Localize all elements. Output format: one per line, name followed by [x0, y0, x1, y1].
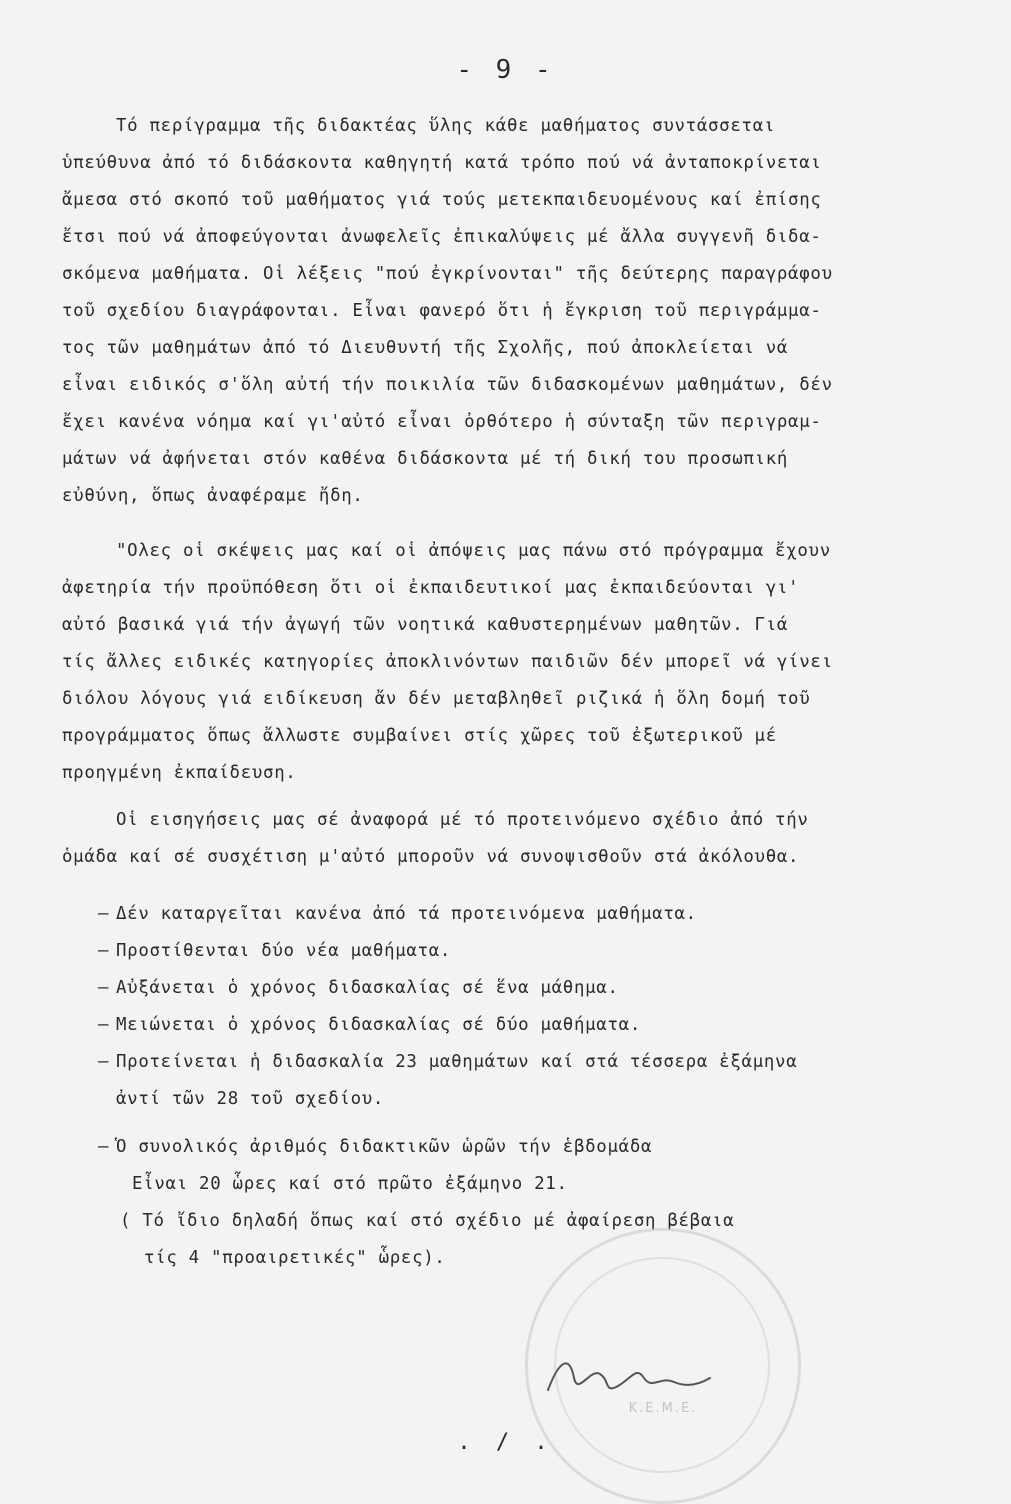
text-line: ἔχει κανένα νόημα καί γι'αὐτό εἶναι ὀρθότερο ἡ σύνταξη τῶν περιγραμ-: [62, 412, 822, 432]
text-line: Τό περίγραμμα τῆς διδακτέας ὕλης κάθε μαθήματος συντάσσεται: [116, 116, 776, 136]
text-line: αὐτό βασικά γιά τήν ἀγωγή τῶν νοητικά καθυστερημένων μαθητῶν. Γιά: [62, 615, 789, 635]
stamp-text: Κ.Ε.Μ.Ε.: [628, 1401, 698, 1416]
text-line: μάτων νά ἀφήνεται στόν καθένα διδάσκοντα μέ τή δική του προσωπική: [62, 449, 789, 469]
text-line: ἔτσι πού νά ἀποφεύγονται ἀνωφελεῖς ἐπικαλύψεις μέ ἄλλα συγγενῆ διδα-: [62, 227, 822, 247]
text-line: ὁμάδα καί σέ συσχέτιση μ'αὐτό μποροῦν νά συνοψισθοῦν στά ἀκόλουθα.: [62, 847, 800, 867]
dash-marker: –: [98, 904, 110, 924]
text-line: τίς ἄλλες ειδικές κατηγορίες ἀποκλινόντων παιδιῶν δέν μπορεῖ νά γίνει: [62, 652, 833, 672]
text-line: τοῦ σχεδίου διαγράφονται. Εἶναι φανερό ὅτι ἡ ἔγκριση τοῦ περιγράμμα-: [62, 301, 822, 321]
text-line: εἶναι ειδικός σ'ὅλη αὐτή τήν ποικιλία τῶν διδασκομένων μαθημάτων, δέν: [62, 375, 833, 395]
text-line: σκόμενα μαθήματα. Οἱ λέξεις "πού ἐγκρίνονται" τῆς δεύτερης παραγράφου: [62, 264, 833, 284]
handwritten-signature: [540, 1348, 720, 1408]
list-item-continuation: ( Τό ἴδιο δηλαδή ὅπως καί στό σχέδιο μέ ἀφαίρεση βέβαια: [120, 1211, 735, 1231]
list-item-continuation: τίς 4 "προαιρετικές" ὧρες).: [144, 1248, 446, 1268]
page-number: - 9 -: [456, 55, 555, 85]
text-line: τος τῶν μαθημάτων ἀπό τό Διευθυντή τῆς Σχολῆς, πού ἀποκλείεται νά: [62, 338, 789, 358]
text-line: διόλου λόγους γιά ειδίκευση ἄν δέν μεταβληθεῖ ριζικά ἡ ὅλη δομή τοῦ: [62, 689, 811, 709]
dash-marker: –: [98, 1137, 110, 1157]
text-line: ἀφετηρία τήν προϋπόθεση ὅτι οἱ ἐκπαιδευτικοί μας ἐκπαιδεύονται γι': [62, 578, 800, 598]
list-item-text: Δέν καταργεῖται κανένα ἀπό τά προτεινόμενα μαθήματα.: [116, 904, 697, 924]
dash-marker: –: [98, 941, 110, 961]
end-mark: . / .: [457, 1430, 554, 1455]
list-item-text: Προστίθενται δύο νέα μαθήματα.: [116, 941, 452, 961]
text-line: ἄμεσα στό σκοπό τοῦ μαθήματος γιά τούς μετεκπαιδευομένους καί ἐπίσης: [62, 190, 822, 210]
list-item-text: Προτείνεται ἡ διδασκαλία 23 μαθημάτων καί στά τέσσερα ἐξάμηνα: [116, 1052, 798, 1072]
text-line: Οἱ εισηγήσεις μας σέ ἀναφορά μέ τό προτεινόμενο σχέδιο ἀπό τήν: [116, 810, 809, 830]
text-line: εὐθύνη, ὅπως ἀναφέραμε ἤδη.: [62, 486, 364, 506]
text-line: προγράμματος ὅπως ἄλλωστε συμβαίνει στίς χῶρες τοῦ ἐξωτερικοῦ μέ: [62, 726, 777, 746]
dash-marker: –: [98, 1052, 110, 1072]
list-item-text: Αὐξάνεται ὁ χρόνος διδασκαλίας σέ ἕνα μάθημα.: [116, 978, 619, 998]
list-item-continuation: Εἶναι 20 ὧρες καί στό πρῶτο ἐξάμηνο 21.: [132, 1174, 568, 1194]
text-line: ὑπεύθυνα ἀπό τό διδάσκοντα καθηγητή κατά τρόπο πού νά ἀνταποκρίνεται: [62, 153, 822, 173]
list-item-text: Μειώνεται ὁ χρόνος διδασκαλίας σέ δύο μαθήματα.: [116, 1015, 641, 1035]
text-line: "Ολες οἱ σκέψεις μας καί οἱ ἀπόψεις μας πάνω στό πρόγραμμα ἔχουν: [116, 541, 831, 561]
text-line: προηγμένη ἐκπαίδευση.: [62, 763, 297, 783]
dash-marker: –: [98, 1015, 110, 1035]
list-item-continuation: ἀντί τῶν 28 τοῦ σχεδίου.: [116, 1089, 385, 1109]
list-item-text: Ὁ συνολικός ἀριθμός διδακτικῶν ὡρῶν τήν ἑβδομάδα: [116, 1137, 653, 1157]
dash-marker: –: [98, 978, 110, 998]
